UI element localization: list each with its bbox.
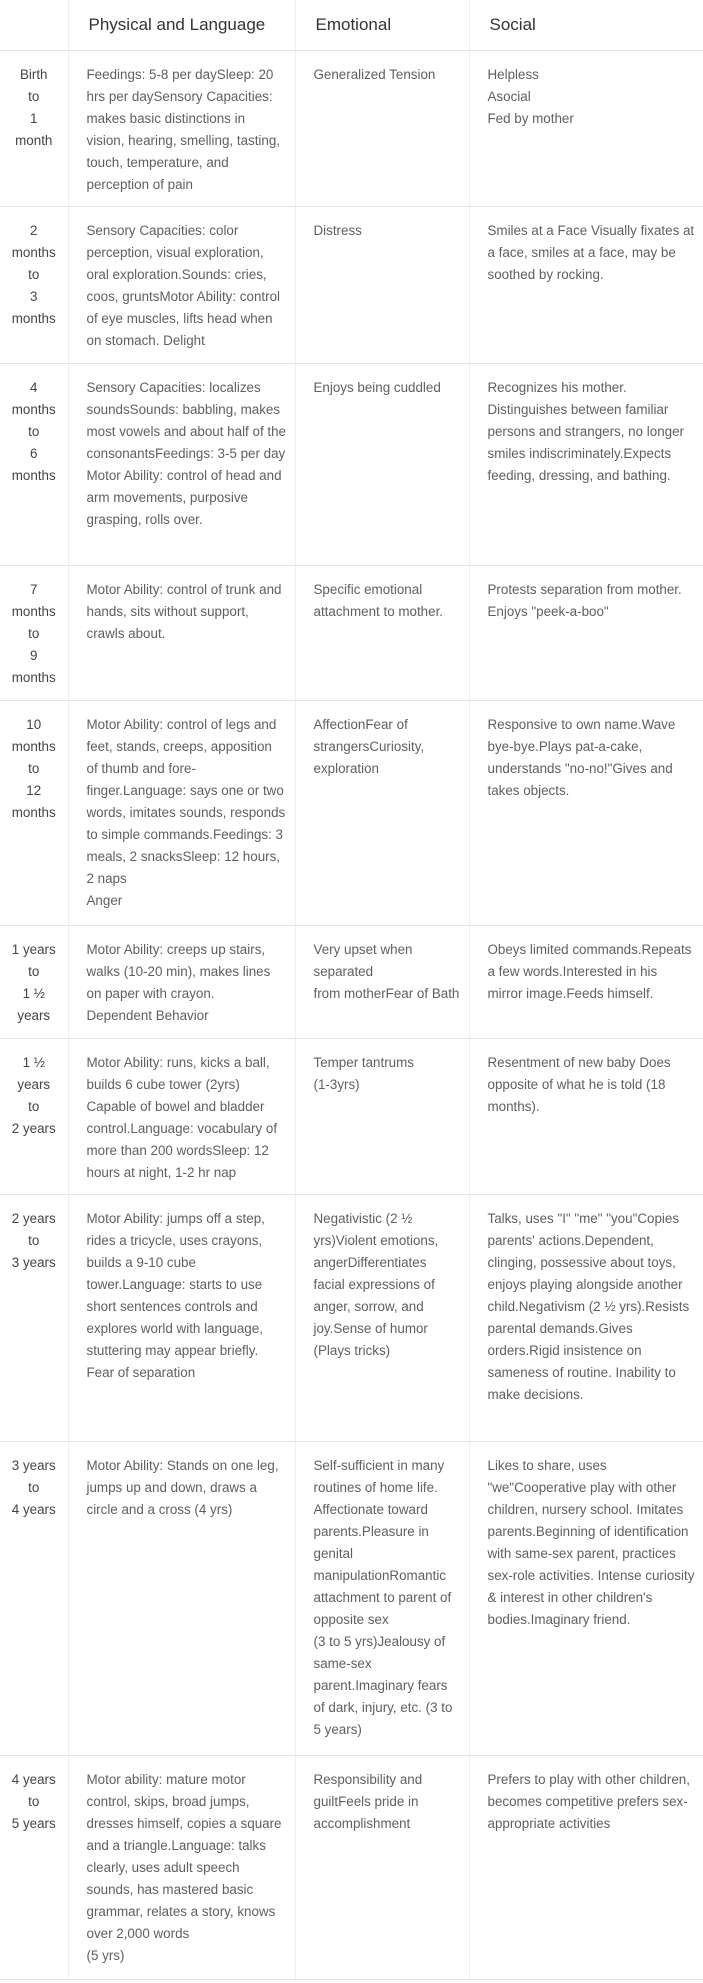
- age-cell: 2 months to 3 months: [0, 207, 68, 364]
- table-row: [0, 566, 703, 701]
- emotional-cell: AffectionFear of strangersCuriosity, exploration: [295, 701, 469, 926]
- physical-cell: Feedings: 5-8 per daySleep: 20 hrs per daySensory Capacities: makes basic distinctions in vision, hearing, smelling, tasting, touch, temperature, and perception of pain: [68, 51, 295, 207]
- physical-cell: Motor Ability: creeps up stairs, walks (10-20 min), makes lines on paper with crayon. Dependent Behavior: [68, 926, 295, 1039]
- social-cell: Smiles at a Face Visually fixates at a face, smiles at a face, may be soothed by rocking.: [469, 207, 703, 364]
- emotional-cell: Negativistic (2 ½ yrs)Violent emotions, angerDifferentiates facial expressions of anger, sorrow, and joy.Sense of humor (Plays tricks): [295, 1195, 469, 1442]
- header-age: [0, 0, 68, 51]
- social-cell: Recognizes his mother. Distinguishes between familiar persons and strangers, no longer smiles indiscriminately.Expects feeding, dressing, and bathing.: [469, 364, 703, 566]
- table-row: [0, 926, 703, 1039]
- physical-cell: Sensory Capacities: color perception, visual exploration, oral exploration.Sounds: cries, coos, gruntsMotor Ability: control of eye muscles, lifts head when on stomach. Delight: [68, 207, 295, 364]
- physical-cell: Motor Ability: jumps off a step, rides a tricycle, uses crayons, builds a 9-10 cube tower.Language: starts to use short sentences controls and explores world with language, stuttering may appear briefly. Fear of separation: [68, 1195, 295, 1442]
- emotional-cell: Enjoys being cuddled: [295, 364, 469, 566]
- emotional-cell: Distress: [295, 207, 469, 364]
- emotional-cell: Generalized Tension: [295, 51, 469, 207]
- social-cell: Helpless Asocial Fed by mother: [469, 51, 703, 207]
- table-row: [0, 364, 703, 566]
- age-cell: 1 years to 1 ½ years: [0, 926, 68, 1039]
- age-cell: 4 years to 5 years: [0, 1756, 68, 1980]
- physical-cell: Sensory Capacities: localizes soundsSounds: babbling, makes most vowels and about half of the consonantsFeedings: 3-5 per day Motor Ability: control of head and arm movements, purposive grasping, rolls over.: [68, 364, 295, 566]
- physical-cell: Motor Ability: runs, kicks a ball, builds 6 cube tower (2yrs) Capable of bowel and bladder control.Language: vocabulary of more than 200 wordsSleep: 12 hours at night, 1-2 hr nap: [68, 1039, 295, 1195]
- header-emotional: Emotional: [295, 0, 469, 51]
- physical-cell: Motor Ability: control of legs and feet, stands, creeps, apposition of thumb and fore-finger.Language: says one or two words, imitates sounds, responds to simple commands.Feedings: 3 meals, 2 snacksSleep: 12 hours, 2 naps Anger: [68, 701, 295, 926]
- social-cell: Prefers to play with other children, becomes competitive prefers sex-appropriate activities: [469, 1756, 703, 1980]
- table-row: [0, 207, 703, 364]
- age-cell: 10 months to 12 months: [0, 701, 68, 926]
- age-cell: 2 years to 3 years: [0, 1195, 68, 1442]
- table-row: [0, 701, 703, 926]
- age-cell: 4 months to 6 months: [0, 364, 68, 566]
- emotional-cell: Self-sufficient in many routines of home life. Affectionate toward parents.Pleasure in genital manipulationRomantic attachment to parent of opposite sex (3 to 5 yrs)Jealousy of same-sex parent.Imaginary fears of dark, injury, etc. (3 to 5 years): [295, 1442, 469, 1756]
- social-cell: Obeys limited commands.Repeats a few words.Interested in his mirror image.Feeds himself.: [469, 926, 703, 1039]
- age-cell: 3 years to 4 years: [0, 1442, 68, 1756]
- social-cell: Resentment of new baby Does opposite of what he is told (18 months).: [469, 1039, 703, 1195]
- table-row: [0, 51, 703, 207]
- age-cell: 7 months to 9 months: [0, 566, 68, 701]
- emotional-cell: Very upset when separated from motherFear of Bath: [295, 926, 469, 1039]
- header-row: [0, 0, 703, 51]
- physical-cell: Motor Ability: Stands on one leg, jumps up and down, draws a circle and a cross (4 yrs): [68, 1442, 295, 1756]
- emotional-cell: Responsibility and guiltFeels pride in accomplishment: [295, 1756, 469, 1980]
- social-cell: Talks, uses "I" "me" "you"Copies parents' actions.Dependent, clinging, possessive about toys, enjoys playing alongside another child.Negativism (2 ½ yrs).Resists parental demands.Gives orders.Rigid insistence on sameness of routine. Inability to make decisions.: [469, 1195, 703, 1442]
- social-cell: Protests separation from mother. Enjoys "peek-a-boo": [469, 566, 703, 701]
- header-physical-language: Physical and Language: [68, 0, 295, 51]
- table-row: [0, 1442, 703, 1756]
- age-cell: 1 ½ years to 2 years: [0, 1039, 68, 1195]
- social-cell: Responsive to own name.Wave bye-bye.Plays pat-a-cake, understands "no-no!"Gives and takes objects.: [469, 701, 703, 926]
- physical-cell: Motor Ability: control of trunk and hands, sits without support, crawls about.: [68, 566, 295, 701]
- social-cell: Likes to share, uses "we"Cooperative play with other children, nursery school. Imitates parents.Beginning of identification with same-sex parent, practices sex-role activities. Intense curiosity & interest in other children's bodies.Imaginary friend.: [469, 1442, 703, 1756]
- table-row: [0, 1039, 703, 1195]
- emotional-cell: Temper tantrums (1-3yrs): [295, 1039, 469, 1195]
- table-row: [0, 1756, 703, 1980]
- table-row: [0, 1195, 703, 1442]
- physical-cell: Motor ability: mature motor control, skips, broad jumps, dresses himself, copies a square and a triangle.Language: talks clearly, uses adult speech sounds, has mastered basic grammar, relates a story, knows over 2,000 words (5 yrs): [68, 1756, 295, 1980]
- header-social: Social: [469, 0, 703, 51]
- age-cell: Birth to 1 month: [0, 51, 68, 207]
- emotional-cell: Specific emotional attachment to mother.: [295, 566, 469, 701]
